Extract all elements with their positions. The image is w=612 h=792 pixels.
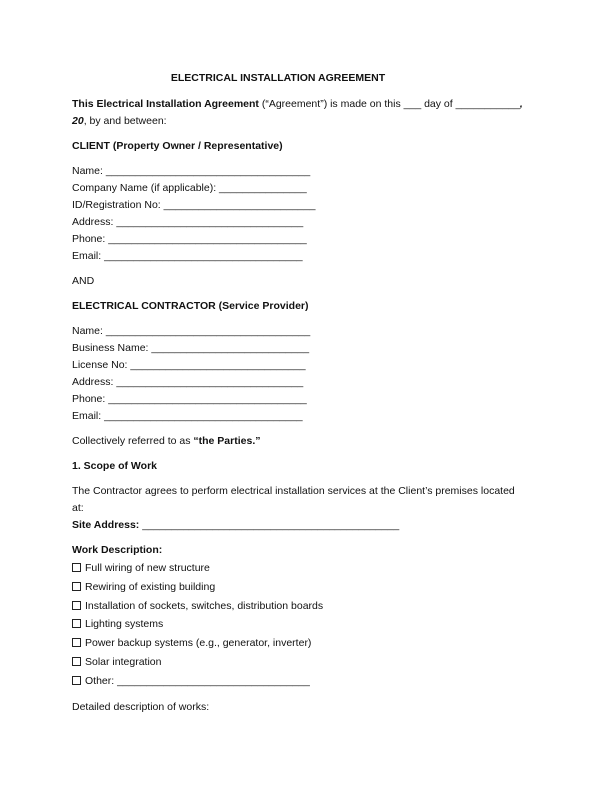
contractor-email-field[interactable]: Email: __________________________________ (72, 410, 303, 422)
option-sockets[interactable] (72, 599, 323, 613)
client-phone-field[interactable]: Phone: __________________________________ (72, 233, 307, 245)
checkbox-icon[interactable] (72, 619, 81, 628)
option-label: Full wiring of new structure (85, 562, 210, 574)
option-label: Installation of sockets, switches, distribution boards (85, 600, 324, 612)
parties-text: Collectively referred to as (72, 435, 194, 447)
option-other[interactable] (72, 674, 310, 688)
parties-line (72, 434, 261, 448)
document-page (72, 0, 540, 792)
scope-heading: 1. Scope of Work (72, 460, 157, 472)
client-email-field[interactable]: Email: __________________________________ (72, 250, 303, 262)
client-heading: CLIENT (Property Owner / Representative) (72, 140, 283, 152)
option-label: Other: _________________________________ (85, 675, 310, 687)
contractor-name-field[interactable]: Name: ___________________________________ (72, 325, 311, 337)
intro-line-2 (72, 114, 167, 128)
checkbox-icon[interactable] (72, 563, 81, 572)
option-lighting[interactable] (72, 617, 163, 631)
scope-para-line-2: at: (72, 502, 84, 514)
contractor-business-field[interactable]: Business Name: ___________________________ (72, 342, 310, 354)
contractor-license-field[interactable]: License No: ______________________________ (72, 359, 306, 371)
parties-bold: “the Parties.” (193, 435, 261, 447)
document-title: ELECTRICAL INSTALLATION AGREEMENT (170, 72, 386, 84)
client-address-field[interactable]: Address: ________________________________ (72, 216, 304, 228)
option-solar[interactable] (72, 655, 161, 669)
site-address-blank: ____________________________________________ (139, 519, 400, 531)
checkbox-icon[interactable] (72, 582, 81, 591)
intro-year: 20 (72, 115, 84, 127)
work-description-heading: Work Description: (72, 544, 163, 556)
intro-line-1 (72, 97, 523, 111)
option-power-backup[interactable] (72, 636, 311, 650)
checkbox-icon[interactable] (72, 676, 81, 685)
checkbox-icon[interactable] (72, 601, 81, 610)
contractor-address-field[interactable]: Address: ________________________________ (72, 376, 304, 388)
option-label: Lighting systems (85, 618, 164, 630)
option-full-wiring[interactable] (72, 561, 210, 575)
client-name-field[interactable]: Name: ___________________________________ (72, 165, 311, 177)
intro-bold-lead: This Electrical Installation Agreement (72, 98, 259, 110)
scope-para-line-1: The Contractor agrees to perform electrical installation services at the Client’s premises located (72, 485, 515, 497)
intro-comma: , (519, 98, 523, 110)
contractor-phone-field[interactable]: Phone: __________________________________ (72, 393, 307, 405)
option-rewiring[interactable] (72, 580, 215, 594)
site-address-label: Site Address: (72, 519, 140, 531)
option-label: Solar integration (85, 656, 162, 668)
option-label: Power backup systems (e.g., generator, inverter) (85, 637, 312, 649)
and-text: AND (72, 275, 95, 287)
client-id-field[interactable]: ID/Registration No: __________________________ (72, 199, 316, 211)
client-company-field[interactable]: Company Name (if applicable): _______________ (72, 182, 307, 194)
detailed-description-label: Detailed description of works: (72, 701, 210, 713)
intro-text-2: , by and between: (83, 115, 167, 127)
intro-text-1: (“Agreement”) is made on this ___ day of ___________ (258, 98, 520, 110)
option-label: Rewiring of existing building (85, 581, 216, 593)
contractor-heading: ELECTRICAL CONTRACTOR (Service Provider) (72, 300, 309, 312)
checkbox-icon[interactable] (72, 657, 81, 666)
checkbox-icon[interactable] (72, 638, 81, 647)
site-address-field[interactable] (72, 518, 399, 532)
